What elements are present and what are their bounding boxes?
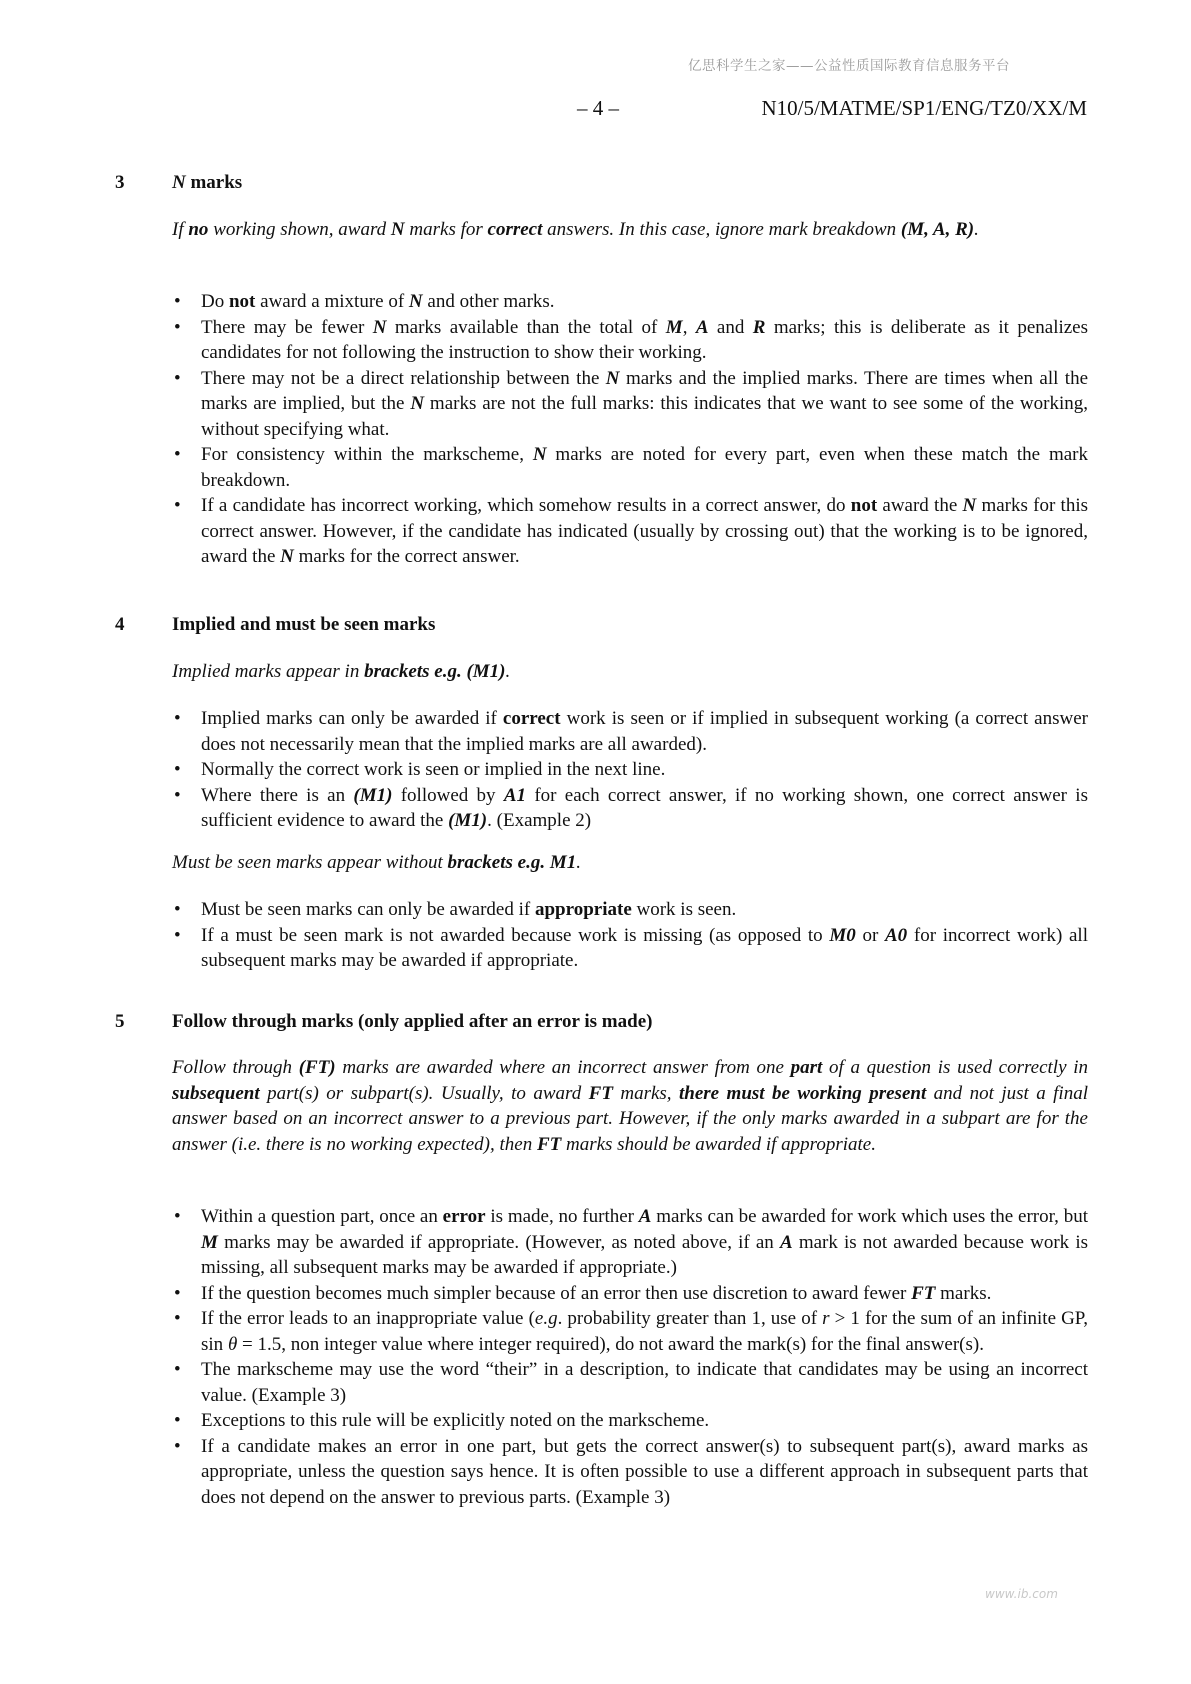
list-item: • Must be seen marks can only be awarded if appropriate work is seen.	[172, 897, 1088, 923]
list-item: • For consistency within the markscheme, N marks are noted for every part, even when these match the mark breakdown.	[172, 442, 1088, 493]
paper-code: N10/5/MATME/SP1/ENG/TZ0/XX/M	[761, 96, 1087, 120]
page-number: – 4 –	[577, 96, 619, 120]
list-item: • If the question becomes much simpler because of an error then use discretion to award fewer FT marks.	[172, 1281, 1088, 1307]
section-5-number: 5	[115, 1011, 125, 1032]
section-4-implied-bullets	[172, 706, 1088, 834]
list-item: • Normally the correct work is seen or implied in the next line.	[172, 757, 1088, 783]
list-item: • The markscheme may use the word “their” in a description, to indicate that candidates may be using an incorrect value. (Example 3)	[172, 1357, 1088, 1408]
section-4-seen-intro: Must be seen marks appear without brackets e.g. M1.	[172, 852, 581, 873]
footer-watermark: www.ib.com	[985, 1587, 1058, 1601]
list-item: • There may not be a direct relationship between the N marks and the implied marks. There are times when all the marks are implied, but the N marks are not the full marks: this indicates that we want to see some of the working, without specifying what.	[172, 366, 1088, 443]
header-watermark: 亿思科学生之家——公益性质国际教育信息服务平台	[688, 58, 1010, 74]
list-item: • Do not award a mixture of N and other marks.	[172, 289, 1088, 315]
list-item: • If a must be seen mark is not awarded because work is missing (as opposed to M0 or A0 for incorrect work) all subsequent marks may be awarded if appropriate.	[172, 923, 1088, 974]
section-4-implied-intro: Implied marks appear in brackets e.g. (M1).	[172, 661, 511, 682]
section-3-title-n: N	[172, 172, 186, 193]
list-item: • If a candidate makes an error in one part, but gets the correct answer(s) to subsequent part(s), award marks as appropriate, unless the question says hence. It is often possible to use a different approach in subsequent parts that does not depend on the answer to previous parts. (Example 3)	[172, 1434, 1088, 1511]
section-5-title: Follow through marks (only applied after an error is made)	[172, 1011, 653, 1032]
section-4-seen-bullets	[172, 897, 1088, 974]
list-item: • If a candidate has incorrect working, which somehow results in a correct answer, do not award the N marks for this correct answer. However, if the candidate has indicated (usually by crossing out) that the working is to be ignored, award the N marks for the correct answer.	[172, 493, 1088, 570]
section-5-intro: Follow through (FT) marks are awarded where an incorrect answer from one part of a question is used correctly in subsequent part(s) or subpart(s). Usually, to award FT marks, there must be working present and not just a final answer based on an incorrect answer to a previous part. However, if the only marks awarded in a subpart are for the answer (i.e. there is no working expected), then FT marks should be awarded if appropriate.	[172, 1057, 1088, 1155]
section-3-bullets	[172, 289, 1088, 570]
list-item: • If the error leads to an inappropriate value (e.g. probability greater than 1, use of r > 1 for the sum of an infinite GP, sin θ = 1.5, non integer value where integer required), do not award the mark(s) for the final answer(s).	[172, 1306, 1088, 1357]
section-5-bullets	[172, 1204, 1088, 1510]
section-3-title-rest: marks	[185, 172, 243, 193]
section-4-title: Implied and must be seen marks	[172, 614, 436, 635]
section-3-title	[172, 172, 242, 194]
list-item: • Implied marks can only be awarded if correct work is seen or if implied in subsequent working (a correct answer does not necessarily mean that the implied marks are all awarded).	[172, 706, 1088, 757]
section-3-number: 3	[115, 172, 125, 193]
list-item: • Where there is an (M1) followed by A1 for each correct answer, if no working shown, one correct answer is sufficient evidence to award the (M1). (Example 2)	[172, 783, 1088, 834]
section-4-number: 4	[115, 614, 125, 635]
list-item: • Within a question part, once an error is made, no further A marks can be awarded for work which uses the error, but M marks may be awarded if appropriate. (However, as noted above, if an A mark is not awarded because work is missing, all subsequent marks may be awarded if appropriate.)	[172, 1204, 1088, 1281]
list-item: • Exceptions to this rule will be explicitly noted on the markscheme.	[172, 1408, 1088, 1434]
list-item: • There may be fewer N marks available than the total of M, A and R marks; this is deliberate as it penalizes candidates for not following the instruction to show their working.	[172, 315, 1088, 366]
section-3-intro: If no working shown, award N marks for correct answers. In this case, ignore mark breakdown (M, A, R).	[172, 219, 979, 240]
